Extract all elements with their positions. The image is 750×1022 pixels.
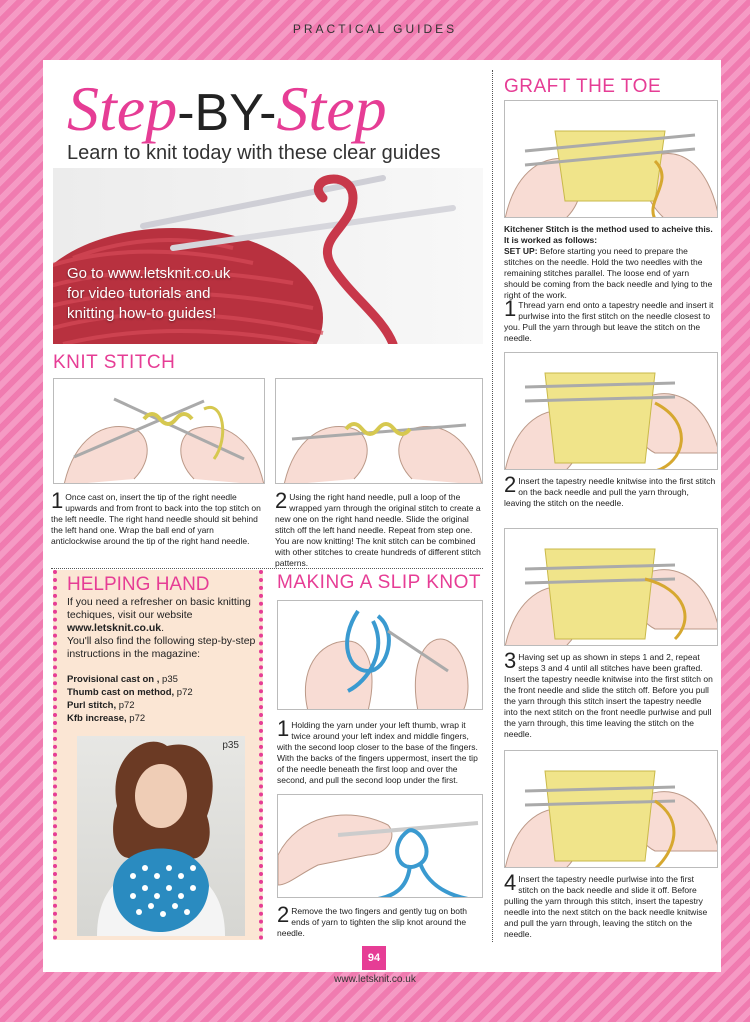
column-divider [492,70,493,942]
graft-setup [504,224,716,301]
slip-knot-step-2-illustration [277,794,483,898]
title-part-1: Step [67,73,178,144]
step-text: Insert the tapestry needle knitwise into the first stitch on the back needle and pull the yarn through, leaving the stitch on the needle. [504,476,716,508]
hero-caption-line: for video tutorials and [67,285,211,302]
list-item: Purl stitch, p72 [67,700,135,711]
section-divider [51,568,483,569]
header-label: PRACTICAL GUIDES [292,22,458,36]
graft-step-4 [504,870,716,940]
knit-step-1 [51,488,265,547]
step-text: Insert the tapestry needle purlwise into the first stitch on the back needle and slide it off. Before pulling the yarn through this stitch, insert the tapestry needle into the next stitch on the back needle knitwise and pull the yarn through, leaving the stitch on the needle. [504,874,708,939]
helping-hand-more: You'll also find the following step-by-step instructions in the magazine: [67,635,256,660]
knit-step-2-illustration [275,378,483,484]
slip-knot-step-2 [277,902,485,939]
knit-step-1-illustration [53,378,265,484]
step-text: Once cast on, insert the tip of the right needle upwards and from front to back into the top stitch on the left needle. The right hand needle should sit behind the left hand one. Wrap the ball end of yarn anticlockwise around the tip of the right hand needle. [51,492,261,546]
footer-url[interactable]: www.letsknit.co.uk [334,974,416,985]
setup-text: Before starting you need to prepare the stitches on the needle. Hold the two needles with the remaining stitches parallel. The loose end of yarn should be coming from the back needle and lying to the right of the work. [504,246,713,300]
helping-hand-title: HELPING HAND [67,574,210,595]
slip-knot-step-1-illustration [277,600,483,710]
graft-step-4-illustration [504,750,718,868]
website-link[interactable]: www.letsknit.co.uk [67,622,162,634]
step-number: 4 [504,870,517,895]
graft-intro-illustration [504,100,718,218]
hero-caption-line: Go to www.letsknit.co.uk [67,265,231,282]
step-number: 2 [504,472,517,497]
knit-stitch-title: KNIT STITCH [53,352,176,373]
graft-step-2 [504,472,716,509]
step-number: 3 [504,648,517,673]
page-subtitle: Learn to knit today with these clear guides [67,142,441,164]
graft-step-2-illustration [504,352,718,470]
graft-step-1 [504,296,716,344]
step-text: Thread yarn end onto a tapestry needle and insert it purlwise into the first stitch on the needle closest to you. Pull the yarn through but leave the stitch on the needle. [504,300,714,343]
list-item: Provisional cast on , p35 [67,674,178,685]
step-number: 2 [277,902,290,927]
website-suffix: . [161,622,165,634]
page-title [67,70,387,152]
page-number: 94 [362,946,386,970]
step-text: Using the right hand needle, pull a loop of the wrapped yarn through the original stitch to create a new one on the right hand needle. Slide the original stitch off the left hand needle. Repeat from step one. You are now knitting! The knit stitch can be combined with other stitches to create hundreds of different stitch patterns. [275,492,481,568]
step-text: Having set up as shown in steps 1 and 2, repeat steps 3 and 4 until all stitches have been grafted. Insert the tapestry needle knitwise into the first stitch on the front needle and slide the stitch off. Before you pull the yarn through this stitch insert the tapestry needle into the next stitch on the front needle purlwise and pull the yarn through, this time leaving the stitch on the needle. [504,652,713,739]
setup-label: SET UP: [504,246,538,256]
list-item: Thumb cast on method, p72 [67,687,193,698]
hero-image [53,168,483,344]
list-item: Kfb increase, p72 [67,713,146,724]
helping-hand-intro: If you need a refresher on basic knitting techiques, visit our website [67,596,251,621]
step-text: Holding the yarn under your left thumb, wrap it twice around your left index and middle fingers, with the second loop closer to the base of the fingers. With the backs of the fingers uppermost, insert the tip of the needle beneath the first loop and over the second, and pull the second loop under the first. [277,720,478,785]
helping-hand-text [67,596,257,661]
knit-step-2 [275,488,485,569]
graft-intro: Kitchener Stitch is the method used to acheive this. It is worked as follows: [504,224,713,245]
step-number: 2 [275,488,288,513]
helping-hand-list [67,673,257,725]
title-part-3: Step [276,73,387,144]
title-part-2: -BY- [177,84,277,142]
step-number: 1 [51,488,64,513]
cowl-photo [77,736,245,936]
hero-caption-line: knitting how-to guides! [67,305,217,322]
step-number: 1 [504,296,517,321]
slip-knot-step-1 [277,716,485,786]
graft-title: GRAFT THE TOE [504,76,662,97]
graft-step-3 [504,648,716,740]
slip-knot-title: MAKING A SLIP KNOT [277,572,481,593]
photo-page-label: p35 [222,740,239,751]
page [43,60,721,972]
step-text: Remove the two fingers and gently tug on both ends of yarn to tighten the slip knot around the needle. [277,906,468,938]
hero-caption [67,264,230,324]
graft-step-3-illustration [504,528,718,646]
helping-hand-panel [53,570,263,940]
step-number: 1 [277,716,290,741]
